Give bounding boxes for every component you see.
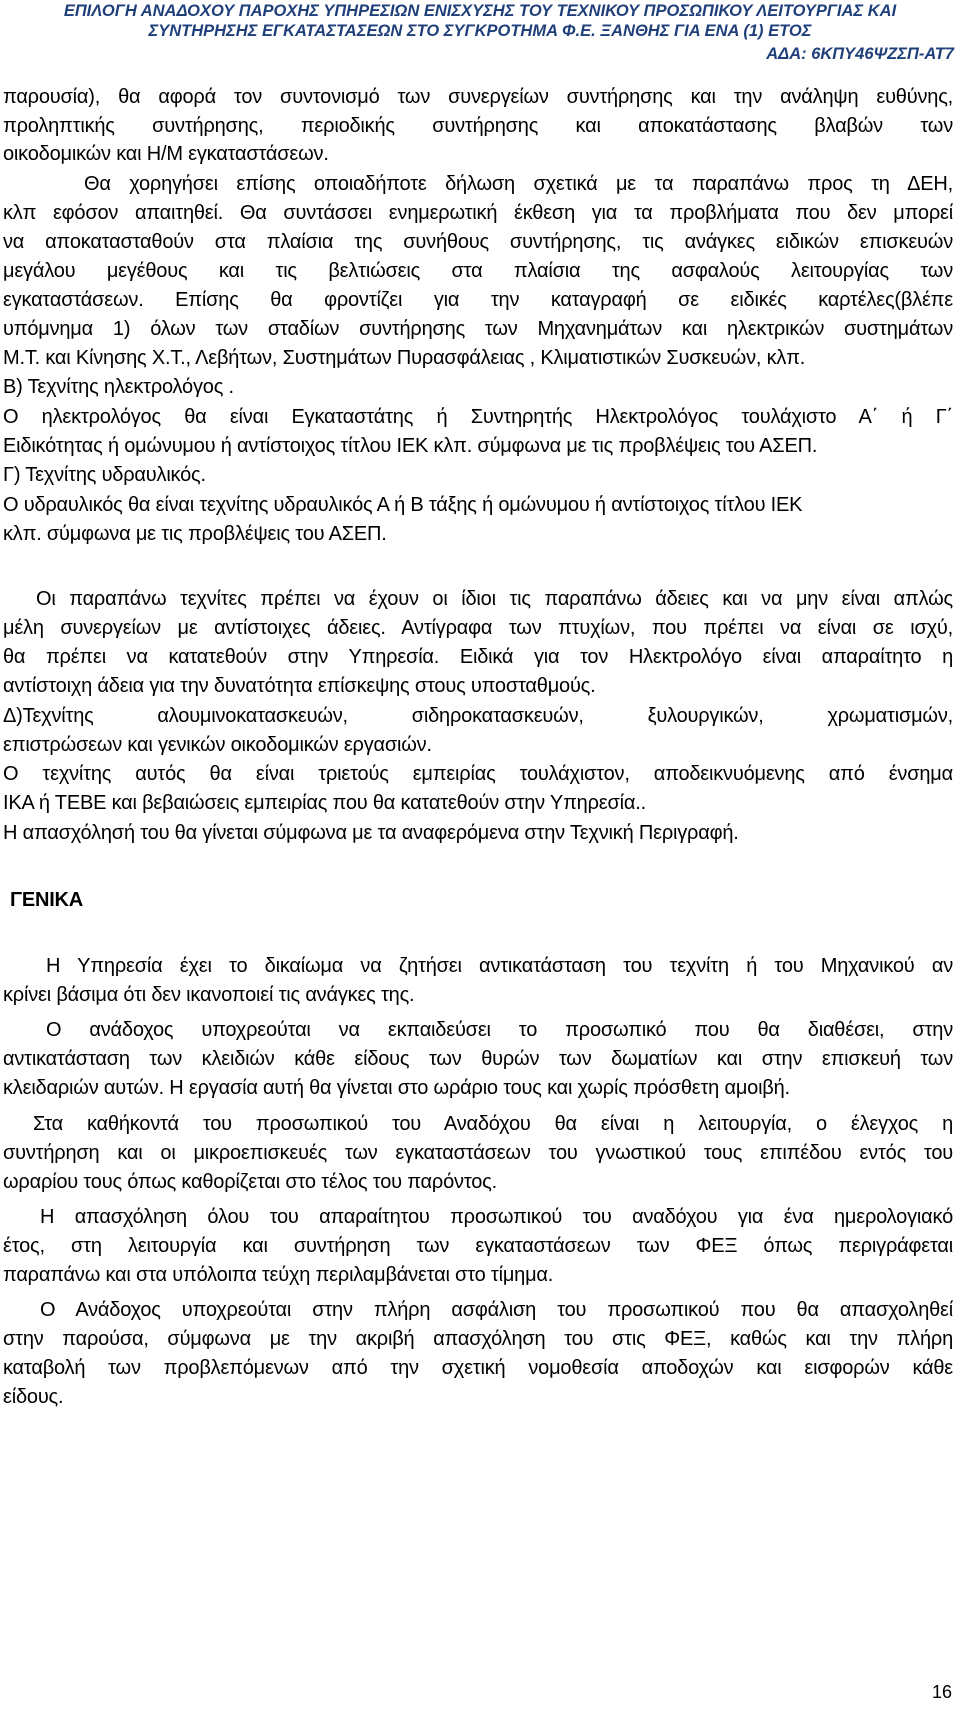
text-line: θα πρέπει να κατατεθούν στην Υπηρεσία. Ειδικά για τον Ηλεκτρολόγο είναι απαραίτητο η [3, 646, 953, 668]
section-heading-general: ΓΕΝΙΚΑ [10, 889, 84, 911]
text-line: παρουσία), θα αφορά τον συντονισμό των συνεργείων συντήρησης και την ανάληψη ευθύνης, [3, 86, 953, 108]
text-line: Ο Ανάδοχος υποχρεούται στην πλήρη ασφάλιση του προσωπικού που θα απασχοληθεί [40, 1299, 953, 1321]
text-line: οικοδομικών και Η/Μ εγκαταστάσεων. [3, 143, 329, 165]
page-number: 16 [931, 1682, 952, 1702]
section-heading-electrician: Β) Τεχνίτης ηλεκτρολόγος . [3, 376, 234, 398]
text-line: επιστρώσεων και γενικών οικοδομικών εργασιών. [3, 734, 432, 756]
text-line: καταβολή των προβλεπόμενων από την σχετική νομοθεσία αποδοχών και εισφορών κάθε [3, 1357, 953, 1379]
text-line: ΙΚΑ ή ΤΕΒΕ και βεβαιώσεις εμπειρίας που θα κατατεθούν στην Υπηρεσία.. [3, 792, 646, 814]
text-line: Η απασχόληση όλου του απαραίτητου προσωπικού του αναδόχου για ένα ημερολογιακό [40, 1206, 953, 1228]
header-title-line-1: ΕΠΙΛΟΓΗ ΑΝΑΔΟΧΟΥ ΠΑΡΟΧΗΣ ΥΠΗΡΕΣΙΩΝ ΕΝΙΣΧΥΣΗΣ ΤΟΥ ΤΕΧΝΙΚΟΥ ΠΡΟΣΩΠΙΚΟΥ ΛΕΙΤΟΥΡΓΙΑΣ ΚΑΙ [63, 2, 897, 20]
text-line: παραπάνω και στα υπόλοιπα τεύχη περιλαμβάνεται στο τίμημα. [3, 1264, 554, 1286]
text-line: κλπ. σύμφωνα με τις προβλέψεις του ΑΣΕΠ. [3, 523, 387, 545]
text-line: αντικατάσταση των κλειδιών κάθε είδους των θυρών των δωματίων και στην επισκευή των [3, 1048, 953, 1070]
section-heading-craftsman: Δ)Τεχνίτης αλουμινοκατασκευών, σιδηροκατασκευών, ξυλουργικών, χρωματισμών, [3, 705, 953, 727]
text-line: συντήρηση και οι μικροεπισκευές των εγκαταστάσεων του γνωστικού τους επιπέδου εντός του [3, 1142, 953, 1164]
text-line: κλπ εφόσον απαιτηθεί. Θα συντάσσει ενημερωτική έκθεση για τα προβλήματα που δεν μπορεί [3, 202, 953, 224]
text-line: Ειδικότητας ή ομώνυμου ή αντίστοιχος τίτλου ΙΕΚ κλπ. σύμφωνα με τις προβλέψεις του ΑΣΕΠ. [3, 435, 818, 457]
text-line: υπόμνημα 1) όλων των σταδίων συντήρησης των Μηχανημάτων και ηλεκτρικών συστημάτων [3, 318, 953, 340]
text-line: κρίνει βάσιμα ότι δεν ικανοποιεί τις ανάγκες της. [3, 984, 415, 1006]
text-line: Ο ανάδοχος υποχρεούται να εκπαιδεύσει το προσωπικό που θα διαθέσει, στην [46, 1019, 953, 1041]
ada-code: ΑΔΑ: 6ΚΠΥ46ΨΖΣΠ-ΑΤ7 [766, 45, 954, 63]
text-line: έτος, στη λειτουργία και συντήρηση των εγκαταστάσεων των ΦΕΞ όπως περιγράφεται [3, 1235, 953, 1257]
text-line: Στα καθήκοντά του προσωπικού του Αναδόχου θα είναι η λειτουργία, ο έλεγχος η [33, 1113, 953, 1135]
text-line: Οι παραπάνω τεχνίτες πρέπει να έχουν οι ίδιοι τις παραπάνω άδειες και να μην είναι απλώς [36, 588, 953, 610]
text-line: ωραρίου τους όπως καθορίζεται στο τέλος του παρόντος. [3, 1171, 497, 1193]
text-line: Η απασχόλησή του θα γίνεται σύμφωνα με τα αναφερόμενα στην Τεχνική Περιγραφή. [3, 822, 739, 844]
text-line: Ο ηλεκτρολόγος θα είναι Εγκαταστάτης ή Συντηρητής Ηλεκτρολόγος τουλάχιστο Α΄ ή Γ΄ [3, 406, 953, 428]
text-line: να αποκατασταθούν στα πλαίσια της συνήθους συντήρησης, τις ανάγκες ειδικών επισκευών [3, 231, 953, 253]
text-line: Η Υπηρεσία έχει το δικαίωμα να ζητήσει αντικατάσταση του τεχνίτη ή του Μηχανικού αν [46, 955, 953, 977]
text-line: αντίστοιχη άδεια για την δυνατότητα επίσκεψης στους υποσταθμούς. [3, 675, 596, 697]
text-line: είδους. [3, 1386, 64, 1408]
text-line: μεγάλου μεγέθους και τις βελτιώσεις στα πλαίσια της ασφαλούς λειτουργίας των [3, 260, 953, 282]
text-line: Μ.Τ. και Κίνησης Χ.Τ., Λεβήτων, Συστημάτων Πυρασφάλειας , Κλιματιστικών Συσκευών, κλπ. [3, 347, 806, 369]
header-title-line-2: ΣΥΝΤΗΡΗΣΗΣ ΕΓΚΑΤΑΣΤΑΣΕΩΝ ΣΤΟ ΣΥΓΚΡΟΤΗΜΑ Φ.Ε. ΞΑΝΘΗΣ ΓΙΑ ΕΝΑ (1) ΕΤΟΣ [148, 22, 812, 40]
text-line: Θα χορηγήσει επίσης οποιαδήποτε δήλωση σχετικά με τα παραπάνω προς τη ΔΕΗ, [84, 173, 953, 195]
text-line: Ο υδραυλικός θα είναι τεχνίτης υδραυλικός Α ή Β τάξης ή ομώνυμου ή αντίστοιχος τίτλου ΙΕΚ [3, 494, 803, 516]
text-line: κλειδαριών αυτών. Η εργασία αυτή θα γίνεται στο ωράριο τους και χωρίς πρόσθετη αμοιβή. [3, 1077, 790, 1099]
text-line: στην παρούσα, σύμφωνα με την ακριβή απασχόληση του στις ΦΕΞ, καθώς και την πλήρη [3, 1328, 953, 1350]
text-line: εγκαταστάσεων. Επίσης θα φροντίζει για την καταγραφή σε ειδικές καρτέλες(βλέπε [3, 289, 953, 311]
text-line: μέλη συνεργείων με αντίστοιχες άδειες. Αντίγραφα των πτυχίων, που πρέπει να είναι σε ισχύ, [3, 617, 953, 639]
text-line: προληπτικής συντήρησης, περιοδικής συντήρησης και αποκατάστασης βλαβών των [3, 115, 953, 137]
text-line: Ο τεχνίτης αυτός θα είναι τριετούς εμπειρίας τουλάχιστον, αποδεικνυόμενης από ένσημα [3, 763, 953, 785]
section-heading-plumber: Γ) Τεχνίτης υδραυλικός. [3, 464, 206, 486]
